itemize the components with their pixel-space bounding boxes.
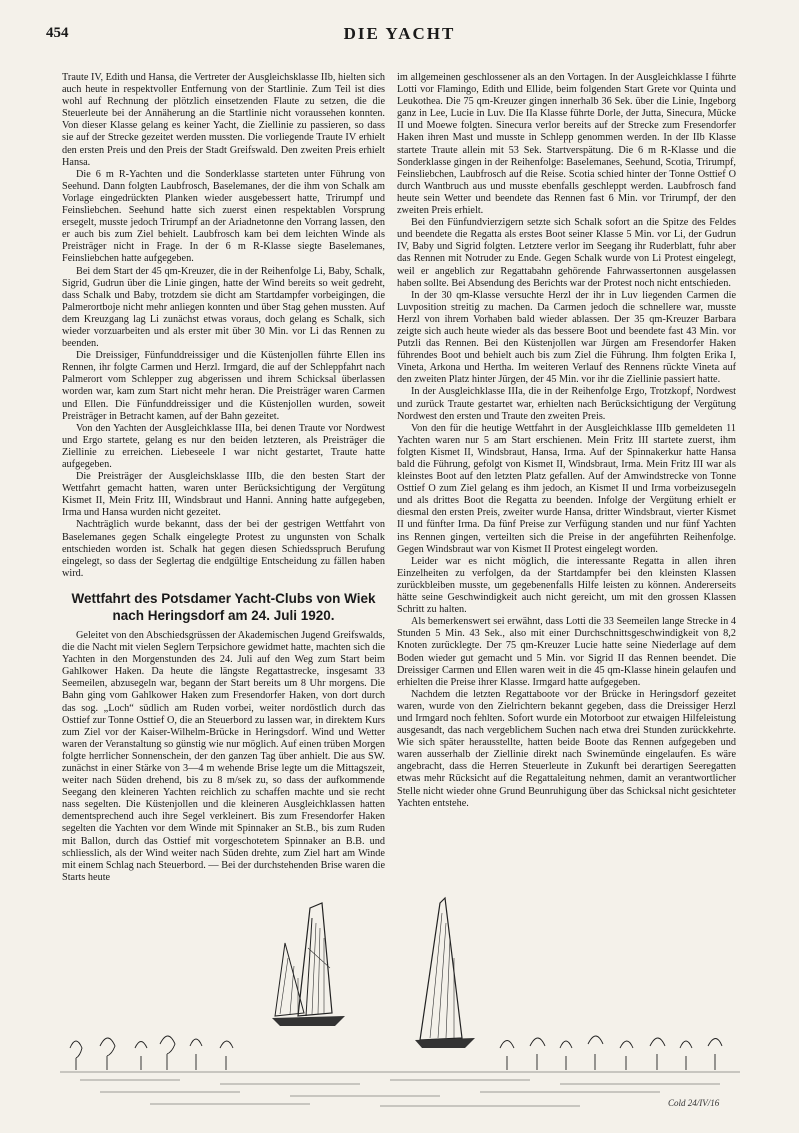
illustration-signature: Cold 24/IV/16 (668, 1098, 720, 1108)
paragraph: Die 6 m R-Yachten und die Sonderklasse starteten unter Führung von Seehund. Dann folgten Laubfrosch, Baselemanes, der die ihm von Schalk am Vorlage eingedrückten Planken wieder ausgebessert hatte, Trirumpf und Feinsliebchen. Seehund hatte sich zuerst einen respektablen Vorsprung ersegelt, musste jedoch Trirumpf an der Ariadnetonne den Vorrang lassen, den er auch bis zum Ziel behielt. Laubfrosch kam bei dem leichten Winde als Preisträger nicht in Frage. In der 6 m R-Klasse siegte Baselemanes, Feinsliebchen hatte aufgegeben. (62, 168, 385, 265)
section-heading: Wettfahrt des Potsdamer Yacht-Clubs von Wiek nach Heringsdorf am 24. Juli 1920. (71, 590, 376, 623)
paragraph: Nachträglich wurde bekannt, dass der bei der gestrigen Wettfahrt von Baselemanes gegen Schalk eingelegte Protest zu ungunsten von Schalk entschieden worden ist. Schalk hat gegen diesen Schiedsspruch Berufung eingelegt, so dass der Seglertag die endgültige Entscheidung zu fällen haben wird. (62, 519, 385, 579)
right-column (397, 72, 736, 810)
paragraph: Leider war es nicht möglich, die interessante Regatta in allen ihren Einzelheiten zu verfolgen, da der Startdampfer bei den kleinsten Klassen zurückbleiben musste, um gegebenenfalls Hilfe leisten zu können. Andererseits hätte seine Geschwindigkeit auch nicht gereicht, um mit den grossen Klassen Schritt zu halten. (397, 555, 736, 616)
running-title: DIE YACHT (343, 24, 456, 43)
left-column (62, 72, 385, 884)
paragraph: Traute IV, Edith und Hansa, die Vertreter der Ausgleichsklasse IIb, hielten sich auch heute in respektvoller Entfernung von der Startlinie. Zum Teil ist dies wohl auf Rechnung der plötzlich einsetzenden Flaute zu setzen, die die Steuerleute bei der Annäherung an die Startlinie nicht voraussehen konnten. Von dieser Klasse gelang es keiner Yacht, die Ziellinie zu passieren, so dass sie auf der Strecke gezeitet werden mussten. Die vorliegende Traute IV erhielt den ersten Preis und den Preis der Stadt Greifswald. Den zweiten Preis erhielt Hansa. (62, 72, 385, 168)
paragraph: Nachdem die letzten Regattaboote vor der Brücke in Heringsdorf gezeitet waren, wurde von den Zielrichtern bekannt gegeben, dass die Dreissiger Herzl und Irmgard noch fehlten. Sofort wurde ein Motorboot zur etwaigen Hilfeleistung ausgesandt, das nach vergeblichem Suchen nach etwa drei Stunden zurückkehrte. Wie sich später herausstellte, hatten beide Boote das Rennen aufgegeben und waren ausserhalb der Ziellinie direkt nach Swinemünde eingelaufen. Es wäre angebracht, dass die Herren Steuerleute in Zukunft bei derartigen Seeregatten etwas mehr Rücksicht auf die Regattaleitung nehmen, damit an verantwortlicher Stelle nicht wieder ohne Grund Beunruhigung über das Schicksal nicht gesichteter Yachten entstehe. (397, 688, 736, 809)
paragraph: Bei den Fünfundvierzigern setzte sich Schalk sofort an die Spitze des Feldes und beendete die Regatta als erstes Boot seiner Klasse 5 Min. vor Li, der Gudrun IV, Baby und Sigrid folgten. Letztere verlor im Seegang ihr Ruderblatt, fuhr aber das Rennen mit Notruder zu Ende. Gegen Schalk wurde von Li Protest eingelegt, weil er angeblich zur Regattabahn gehörende Fahrwassertonnen ausgelassen haben sollte. Bei Absendung des Berichts war der Protest noch nicht entschieden. (397, 217, 736, 289)
paragraph: Bei dem Start der 45 qm-Kreuzer, die in der Reihenfolge Li, Baby, Schalk, Sigrid, Gudrun über die Linie gingen, hatte der Wind bereits so weit gedreht, dass Schalk und Baby, trotzdem sie dicht am Startdampfer vorbeigingen, die Palmerortboje nicht mehr anliegen konnten und über Stag gehen mussten. Auf dem Kreuzgang lag Li zunächst etwas voraus, doch gelang es Schalk, sich wieder vorzuarbeiten und als erster mit über 30 Min. vor Li das Rennen zu beenden. (62, 265, 385, 350)
page-header (0, 0, 799, 60)
paragraph: Die Dreissiger, Fünfunddreissiger und die Küstenjollen führte Ellen ins Rennen, ihr folgte Carmen und Herzl. Irmgard, die auf der Schleppfahrt nach Palmerort vom Schlepper zug abgerissen und ihrem Schicksal überlassen worden war, kam zum Start nicht mehr heran. Die Preisträger waren Carmen und Ellen. Die Fünfunddreissiger und die Küstenjollen wurden, soweit Preisträger in Betracht kamen, auf der Bahn gezeitet. (62, 350, 385, 422)
paragraph: Von den für die heutige Wettfahrt in der Ausgleichklasse IIIb gemeldeten 11 Yachten waren nur 5 am Start erschienen. Mein Fritz III startete zuerst, ihm folgten Kismet II, Windsbraut, Hansa, Irma. Auf der Spinnakerkur hatte Hansa bald die Führung, gefolgt von Kismet II, Windsbraut, Irma. Mein Fritz III war als kleinstes Boot auf den letzten Platz gefallen. Auf der Amwindstrecke von Tonne Osttief O zum Ziel gelang es ihm jedoch, an Kismet II und Irma vorbeizusegeln und als drittes Boot die Regatta zu beenden. Infolge der Vergütung erhielt er diesmal den ersten Preis, zweiter wurde Hansa, dritter Windsbraut, vierter Kismet II und fünfter Irma. Da fünf Preise zur Verfügung standen und nur fünf Yachten ins Rennen gingen, verteilten sich die Preise in der angeführten Reihenfolge. Gegen Windsbraut war von Kismet II Protest eingelegt worden. (397, 422, 736, 555)
paragraph: im allgemeinen geschlossener als an den Vortagen. In der Ausgleichklasse I führte Lotti vor Flamingo, Edith und Ellide, beim folgenden Start Grete vor Quinta und Leukothea. Die 75 qm-Kreuzer gingen innerhalb 36 Sek. über die Linie, Ingeborg ganz in Lee, Lucie in Luv. Die IIa Klasse führte Dorle, der Jutta, Sinecura, Mücke II und Moewe folgten. Sinecura verlor bereits auf der Strecke zum Fresendorfer Haken ihren Mast und musste in Schlepp genommen werden. In der IIb Klasse startete Traute allein mit 53 Sek. Startverspätung. Die 6 m R-Klasse und die Sonderklasse gingen in der Reihenfolge: Baselemanes, Seehund, Scotia, Trirumpf, Feinsliebchen, Laubfrosch auf die Reise. Scotia schied hinter der Tonne Osttief O durch Wantbruch aus und musste ebenfalls geschleppt werden. Laubfrosch fand heute sein Wetter und beendete das Rennen fast 6 Min. vor Trirumpf, der den zweiten Preis erhielt. (397, 72, 736, 217)
paragraph: Als bemerkenswert sei erwähnt, dass Lotti die 33 Seemeilen lange Strecke in 4 Stunden 5 Min. 43 Sek., also mit einer Durchschnittsgeschwindigkeit von 8,2 Knoten zurücklegte. Der 75 qm-Kreuzer Lucie hatte seine Niederlage auf dem Boden wieder gut gemacht und 5 Min. vor Sigrid II das Rennen beendet. Die Dreissiger Carmen und Ellen waren weit in die 45 qm-Klasse hinein gelaufen und erhielten die Preise ihrer Klasse. Irmgard hatte aufgegeben. (397, 616, 736, 688)
sailing-sketch-illustration (60, 848, 740, 1113)
paragraph: In der 30 qm-Klasse versuchte Herzl der ihr in Luv liegenden Carmen die Luvposition streitig zu machen. Da Carmen jedoch die schnellere war, musste Herzl von ihrem Vorhaben bald wieder ablassen. Der 35 qm-Kreuzer Barbara zeigte sich auch heute wieder als das bessere Boot und beendete fast 43 Min. vor Putzli das Rennen. Bei den Küstenjollen war Jürgen am Fresendorfer Haken führendes Boot und behielt auch bis zum Ziel die Führung. Ihm folgten Erika I, Vineta, Arkona und Hertha. Im weiteren Verlauf des Rennens rückte Vineta auf den zweiten Platz hinter Jürgen, der 45 Min. vor ihr die Ziellinie passiert hatte. (397, 289, 736, 386)
paragraph: Von den Yachten der Ausgleichklasse IIIa, bei denen Traute vor Nordwest und Ergo startete, gelang es nur den beiden letzteren, als Preisträger die Ziellinie zu erreichen. Liebeseele I war nicht gestartet, Traute hatte aufgegeben. (62, 422, 385, 470)
paragraph: Die Preisträger der Ausgleichsklasse IIIb, die den besten Start der Wettfahrt gemacht hatten, waren unter Berücksichtigung der Vergütung Kismet II, Mein Fritz III, Windsbraut und Hanni. Anning hatte aufgegeben, Irma und Hansa wurden nicht gezeitet. (62, 471, 385, 519)
page-number: 454 (46, 25, 69, 41)
paragraph: Geleitet von den Abschiedsgrüssen der Akademischen Jugend Greifswalds, die die Nacht mit vielen Seglern Terpsichore gewidmet hatte, machten sich die Yachten in den Morgenstunden des 24. Juli auf den Weg zum Start beim Gahlkower Haken. Da heute die längste Regattastrecke, insgesamt 33 Seemeilen, abzusegeln war, begann der Start bereits um 8 Uhr morgens. Die Bahn ging vom Gahlkower Haken zum Fresendorfer Haken, von dort durch das sog. „Loch“ südlich am Ruden vorbei, weiter nordöstlich durch das Osttief zur Tonne Osttief O, die an Steuerbord zu lassen war, in direktem Kurs zum Ziel vor der Kaiser-Wilhelm-Brücke in Heringsdorf. Wind und Wetter waren der Veranstaltung so günstig wie nur möglich. Auf einen trüben Morgen folgte herrlicher Sonnenschein, der den ganzen Tag über anhielt. Die aus SW. zunächst in einer Stärke von 3—4 m wehende Brise legte um die Mittagszeit, weiter nach Süden drehend, bis zu 8 m/sek zu, so dass der aufkommende Seegang den kleineren Yachten reichlich zu schaffen machte und sie recht nass segelten. Die Küstenjollen und die kleineren Ausgleichklassen hatten dementsprechend auch ihre Segel verkleinert. Bis zum Fresendorfer Haken segelten die Yachten vor dem Winde mit Spinnaker an St.B., bis zum Ruden mit Ballon, durch das Osttief mit vorgeschotetem Spinnaker an B.B. und schliesslich, als der Wind weiter nach Süden drehte, zum Ziel hart am Winde mit einem Schlag nach Steuerbord. — Bei der durchstehenden Brise waren die Starts heute (62, 629, 385, 883)
paragraph: In der Ausgleichklasse IIIa, die in der Reihenfolge Ergo, Trotzkopf, Nordwest und zurück Traute gestartet war, erhielten nach Berücksichtigung der Vergütung Nordwest den ersten und Traute den zweiten Preis. (397, 386, 736, 422)
